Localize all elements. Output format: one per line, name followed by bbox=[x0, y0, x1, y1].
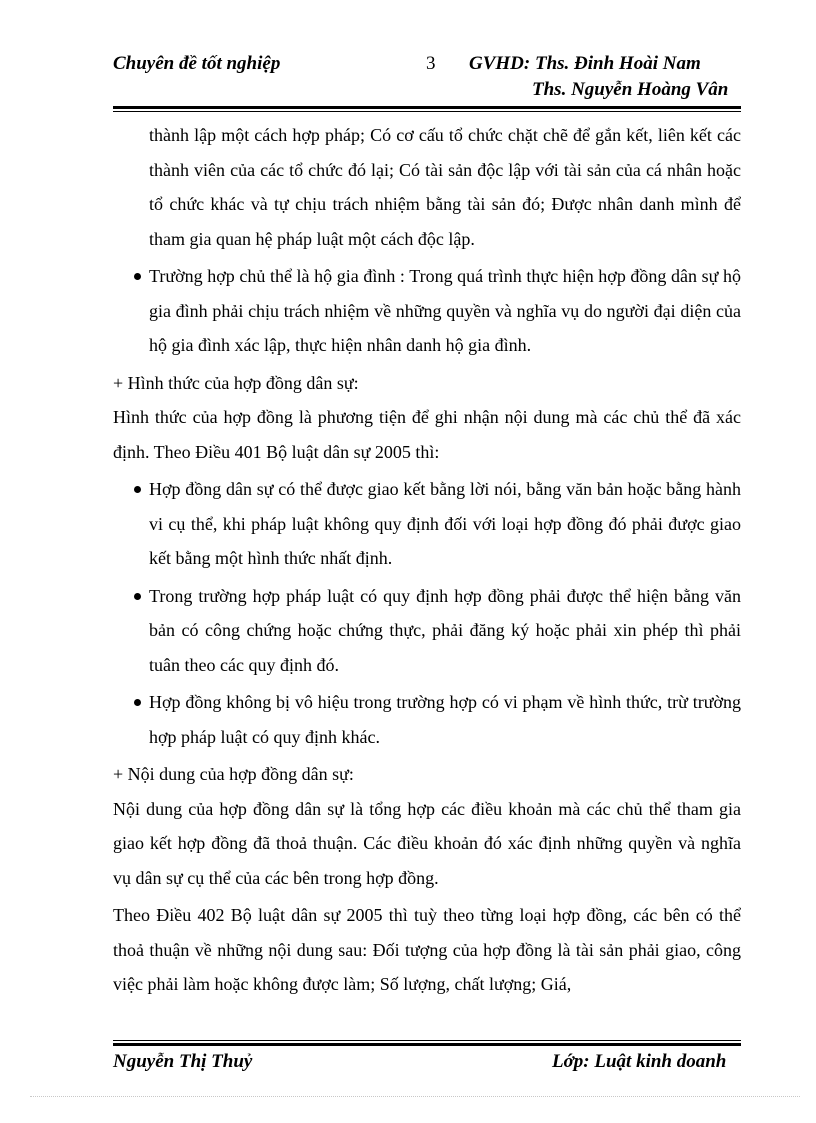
thesis-title: Chuyên đề tốt nghiệp bbox=[113, 53, 281, 74]
bullet-item bbox=[113, 259, 741, 363]
supervisor-line-1: GVHD: Ths. Đinh Hoài Nam bbox=[469, 53, 701, 74]
page-edge-dotted-line bbox=[30, 1096, 800, 1097]
bullet-item bbox=[113, 685, 741, 754]
paragraph-article-402: Theo Điều 402 Bộ luật dân sự 2005 thì tuỳ theo từng loại hợp đồng, các bên có thể thoả thuận về những nội dung sau: Đối tượng của hợp đồng là tài sản phải giao, công việc phải làm hoặc không được làm; Số lượng, chất lượng; Giá, bbox=[113, 905, 741, 994]
bullet-text: Hợp đồng dân sự có thể được giao kết bằng lời nói, bằng văn bản hoặc bằng hành vi cụ thể, khi pháp luật không quy định đối với loại hợp đồng đó phải được giao kết bằng một hình thức nhất định. bbox=[149, 479, 741, 568]
page-number: 3 bbox=[426, 53, 436, 74]
header-rule-thin bbox=[113, 111, 741, 112]
paragraph-content: Nội dung của hợp đồng dân sự là tổng hợp các điều khoản mà các chủ thể tham gia giao kết hợp đồng đã thoả thuận. Các điều khoản đó xác định những quyền và nghĩa vụ dân sự cụ thể của các bên trong hợp đồng. bbox=[113, 798, 741, 888]
paragraph-form: Hình thức của hợp đồng là phương tiện để ghi nhận nội dung mà các chủ thể đã xác định. Theo Điều 401 Bộ luật dân sự 2005 thì: bbox=[113, 407, 741, 462]
bullet-icon bbox=[134, 486, 141, 493]
bullet-text: Trường hợp chủ thể là hộ gia đình : Trong quá trình thực hiện hợp đồng dân sự hộ gia đình phải chịu trách nhiệm về những quyền và nghĩa vụ do người đại diện của hộ gia đình xác lập, thực hiện nhân danh hộ gia đình. bbox=[149, 266, 741, 355]
bullet-icon bbox=[134, 273, 141, 280]
bullet-item bbox=[113, 472, 741, 576]
bullet-text: Hợp đồng không bị vô hiệu trong trường hợp có vi phạm về hình thức, trừ trường hợp pháp luật có quy định khác. bbox=[149, 692, 741, 747]
supervisor-line-2: Ths. Nguyễn Hoàng Vân bbox=[532, 79, 729, 100]
bullet-item bbox=[113, 579, 741, 683]
footer-rule-thin bbox=[113, 1040, 741, 1041]
bullet-icon bbox=[134, 699, 141, 706]
author-name: Nguyễn Thị Thuỷ bbox=[113, 1051, 253, 1072]
bullet-icon bbox=[134, 593, 141, 600]
section-heading-form: + Hình thức của hợp đồng dân sự: bbox=[113, 372, 359, 393]
bullet-text: Trong trường hợp pháp luật có quy định hợp đồng phải được thể hiện bằng văn bản có công chứng hoặc chứng thực, phải đăng ký hoặc phải xin phép thì phải tuân theo các quy định đó. bbox=[149, 585, 741, 675]
footer-rule-thick bbox=[113, 1043, 741, 1046]
continuation-paragraph: thành lập một cách hợp pháp; Có cơ cấu tổ chức chặt chẽ để gắn kết, liên kết các thành viên của các tổ chức đó lại; Có tài sản độc lập với tài sản của cá nhân hoặc tổ chức khác và tự chịu trách nhiệm bằng tài sản đó; Được nhân danh mình để tham gia quan hệ pháp luật một cách độc lập. bbox=[149, 125, 741, 249]
section-heading-content: + Nội dung của hợp đồng dân sự: bbox=[113, 764, 354, 784]
header-rule-thick bbox=[113, 106, 741, 109]
class-label: Lớp: Luật kinh doanh bbox=[552, 1051, 727, 1072]
body-text bbox=[113, 118, 741, 1002]
